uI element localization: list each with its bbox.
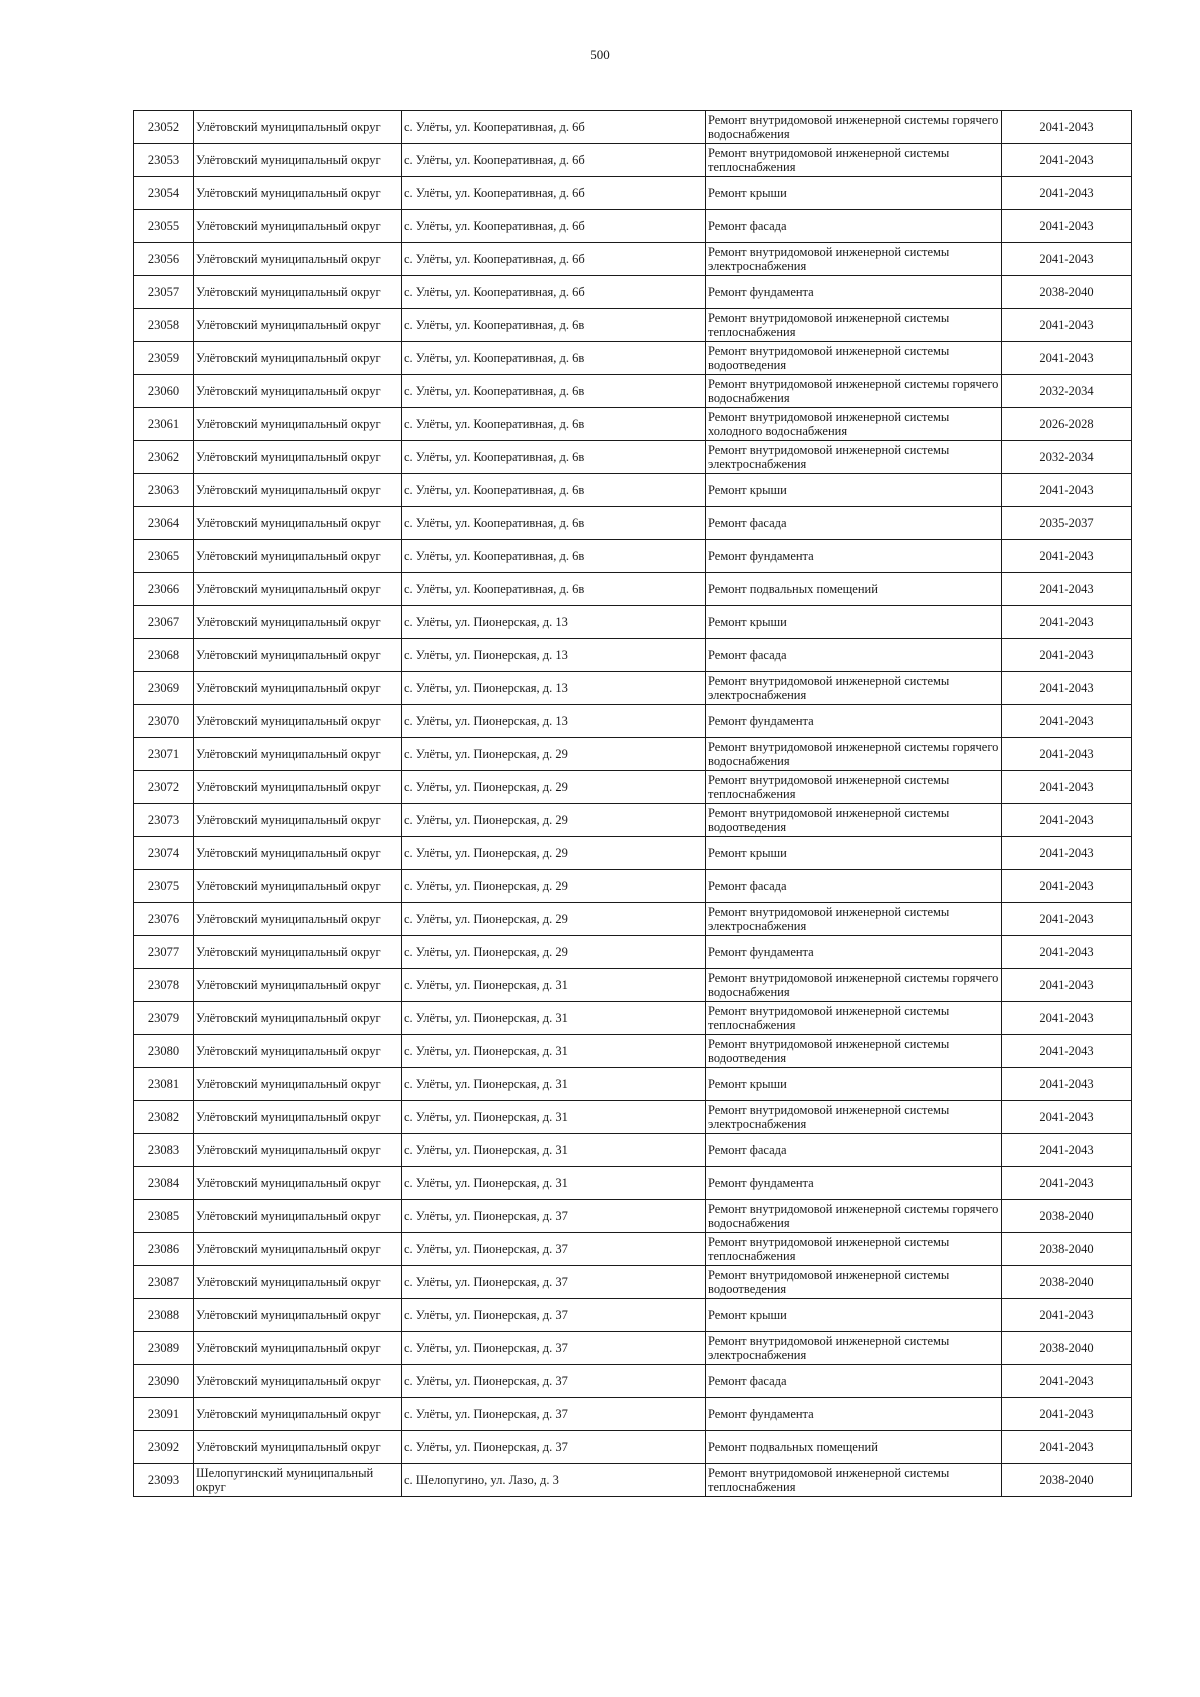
table-row [134,738,1132,771]
address-cell: с. Улёты, ул. Кооперативная, д. 6в [402,474,706,507]
table-row [134,540,1132,573]
address-cell: с. Улёты, ул. Пионерская, д. 13 [402,606,706,639]
address-cell: с. Улёты, ул. Пионерская, д. 37 [402,1365,706,1398]
row-number-cell: 23070 [134,705,194,738]
table-row [134,705,1132,738]
district-cell: Улётовский муниципальный округ [194,738,402,771]
work-type-cell: Ремонт внутридомовой инженерной системы водоотведения [706,342,1002,375]
work-type-cell: Ремонт крыши [706,606,1002,639]
work-type-cell: Ремонт внутридомовой инженерной системы водоотведения [706,804,1002,837]
table-row [134,507,1132,540]
district-cell: Улётовский муниципальный округ [194,210,402,243]
table-row [134,441,1132,474]
period-cell: 2041-2043 [1002,936,1132,969]
address-cell: с. Шелопугино, ул. Лазо, д. 3 [402,1464,706,1497]
period-cell: 2041-2043 [1002,672,1132,705]
table-row [134,870,1132,903]
row-number-cell: 23073 [134,804,194,837]
address-cell: с. Улёты, ул. Кооперативная, д. 6в [402,408,706,441]
row-number-cell: 23074 [134,837,194,870]
table-row [134,1464,1132,1497]
table-row [134,1431,1132,1464]
work-type-cell: Ремонт внутридомовой инженерной системы электроснабжения [706,441,1002,474]
row-number-cell: 23092 [134,1431,194,1464]
address-cell: с. Улёты, ул. Кооперативная, д. 6в [402,375,706,408]
period-cell: 2032-2034 [1002,375,1132,408]
address-cell: с. Улёты, ул. Пионерская, д. 29 [402,804,706,837]
address-cell: с. Улёты, ул. Кооперативная, д. 6в [402,507,706,540]
table-row [134,1035,1132,1068]
row-number-cell: 23080 [134,1035,194,1068]
period-cell: 2041-2043 [1002,639,1132,672]
district-cell: Улётовский муниципальный округ [194,309,402,342]
address-cell: с. Улёты, ул. Пионерская, д. 29 [402,771,706,804]
address-cell: с. Улёты, ул. Кооперативная, д. 6в [402,540,706,573]
period-cell: 2041-2043 [1002,243,1132,276]
district-cell: Улётовский муниципальный округ [194,375,402,408]
row-number-cell: 23077 [134,936,194,969]
table-row [134,408,1132,441]
period-cell: 2041-2043 [1002,1431,1132,1464]
period-cell: 2038-2040 [1002,1200,1132,1233]
address-cell: с. Улёты, ул. Кооперативная, д. 6б [402,243,706,276]
table-row [134,1200,1132,1233]
district-cell: Улётовский муниципальный округ [194,1365,402,1398]
table-row [134,969,1132,1002]
work-type-cell: Ремонт внутридомовой инженерной системы теплоснабжения [706,1233,1002,1266]
district-cell: Улётовский муниципальный округ [194,1002,402,1035]
period-cell: 2041-2043 [1002,969,1132,1002]
row-number-cell: 23057 [134,276,194,309]
address-cell: с. Улёты, ул. Пионерская, д. 37 [402,1200,706,1233]
work-type-cell: Ремонт фундамента [706,276,1002,309]
work-type-cell: Ремонт внутридомовой инженерной системы теплоснабжения [706,1002,1002,1035]
table-row [134,276,1132,309]
row-number-cell: 23072 [134,771,194,804]
period-cell: 2041-2043 [1002,1035,1132,1068]
table-row [134,1101,1132,1134]
work-type-cell: Ремонт фундамента [706,1167,1002,1200]
district-cell: Улётовский муниципальный округ [194,1332,402,1365]
district-cell: Улётовский муниципальный округ [194,1299,402,1332]
row-number-cell: 23061 [134,408,194,441]
work-type-cell: Ремонт внутридомовой инженерной системы водоотведения [706,1035,1002,1068]
work-type-cell: Ремонт фасада [706,1134,1002,1167]
work-type-cell: Ремонт внутридомовой инженерной системы горячего водоснабжения [706,738,1002,771]
row-number-cell: 23062 [134,441,194,474]
district-cell: Улётовский муниципальный округ [194,672,402,705]
district-cell: Улётовский муниципальный округ [194,837,402,870]
period-cell: 2041-2043 [1002,903,1132,936]
address-cell: с. Улёты, ул. Пионерская, д. 37 [402,1398,706,1431]
row-number-cell: 23075 [134,870,194,903]
address-cell: с. Улёты, ул. Пионерская, д. 37 [402,1332,706,1365]
period-cell: 2035-2037 [1002,507,1132,540]
work-type-cell: Ремонт фасада [706,210,1002,243]
district-cell: Шелопугинский муниципальный округ [194,1464,402,1497]
table-row [134,639,1132,672]
address-cell: с. Улёты, ул. Пионерская, д. 31 [402,1002,706,1035]
district-cell: Улётовский муниципальный округ [194,1233,402,1266]
address-cell: с. Улёты, ул. Пионерская, д. 37 [402,1233,706,1266]
row-number-cell: 23058 [134,309,194,342]
row-number-cell: 23052 [134,111,194,144]
table-row [134,474,1132,507]
row-number-cell: 23082 [134,1101,194,1134]
row-number-cell: 23063 [134,474,194,507]
address-cell: с. Улёты, ул. Пионерская, д. 29 [402,837,706,870]
period-cell: 2041-2043 [1002,111,1132,144]
row-number-cell: 23076 [134,903,194,936]
table-row [134,1167,1132,1200]
work-type-cell: Ремонт фундамента [706,1398,1002,1431]
address-cell: с. Улёты, ул. Пионерская, д. 13 [402,639,706,672]
period-cell: 2041-2043 [1002,606,1132,639]
row-number-cell: 23064 [134,507,194,540]
period-cell: 2041-2043 [1002,1398,1132,1431]
district-cell: Улётовский муниципальный округ [194,870,402,903]
table-row [134,1365,1132,1398]
row-number-cell: 23054 [134,177,194,210]
table-row [134,210,1132,243]
table-row [134,342,1132,375]
row-number-cell: 23090 [134,1365,194,1398]
work-type-cell: Ремонт фундамента [706,936,1002,969]
row-number-cell: 23088 [134,1299,194,1332]
row-number-cell: 23067 [134,606,194,639]
period-cell: 2038-2040 [1002,1233,1132,1266]
address-cell: с. Улёты, ул. Пионерская, д. 29 [402,738,706,771]
work-type-cell: Ремонт фундамента [706,705,1002,738]
address-cell: с. Улёты, ул. Пионерская, д. 31 [402,1068,706,1101]
table-row [134,375,1132,408]
period-cell: 2026-2028 [1002,408,1132,441]
work-type-cell: Ремонт фундамента [706,540,1002,573]
address-cell: с. Улёты, ул. Пионерская, д. 31 [402,1134,706,1167]
work-type-cell: Ремонт крыши [706,1068,1002,1101]
work-type-cell: Ремонт фасада [706,870,1002,903]
period-cell: 2041-2043 [1002,771,1132,804]
address-cell: с. Улёты, ул. Кооперативная, д. 6в [402,309,706,342]
district-cell: Улётовский муниципальный округ [194,144,402,177]
district-cell: Улётовский муниципальный округ [194,1068,402,1101]
period-cell: 2041-2043 [1002,540,1132,573]
address-cell: с. Улёты, ул. Кооперативная, д. 6в [402,573,706,606]
work-type-cell: Ремонт фасада [706,639,1002,672]
table-row [134,1233,1132,1266]
table-row [134,837,1132,870]
period-cell: 2032-2034 [1002,441,1132,474]
table-row [134,1332,1132,1365]
row-number-cell: 23081 [134,1068,194,1101]
district-cell: Улётовский муниципальный округ [194,111,402,144]
address-cell: с. Улёты, ул. Кооперативная, д. 6б [402,177,706,210]
district-cell: Улётовский муниципальный округ [194,474,402,507]
table-row [134,672,1132,705]
work-type-cell: Ремонт внутридомовой инженерной системы электроснабжения [706,903,1002,936]
work-type-cell: Ремонт внутридомовой инженерной системы горячего водоснабжения [706,111,1002,144]
address-cell: с. Улёты, ул. Кооперативная, д. 6в [402,441,706,474]
work-type-cell: Ремонт внутридомовой инженерной системы горячего водоснабжения [706,1200,1002,1233]
work-type-cell: Ремонт крыши [706,1299,1002,1332]
row-number-cell: 23087 [134,1266,194,1299]
address-cell: с. Улёты, ул. Пионерская, д. 29 [402,936,706,969]
work-type-cell: Ремонт внутридомовой инженерной системы теплоснабжения [706,771,1002,804]
period-cell: 2041-2043 [1002,837,1132,870]
period-cell: 2038-2040 [1002,1464,1132,1497]
address-cell: с. Улёты, ул. Кооперативная, д. 6б [402,144,706,177]
district-cell: Улётовский муниципальный округ [194,1398,402,1431]
row-number-cell: 23091 [134,1398,194,1431]
district-cell: Улётовский муниципальный округ [194,969,402,1002]
work-type-cell: Ремонт внутридомовой инженерной системы электроснабжения [706,1101,1002,1134]
row-number-cell: 23071 [134,738,194,771]
table-row [134,606,1132,639]
row-number-cell: 23059 [134,342,194,375]
period-cell: 2041-2043 [1002,309,1132,342]
period-cell: 2041-2043 [1002,870,1132,903]
district-cell: Улётовский муниципальный округ [194,1266,402,1299]
table-row [134,936,1132,969]
district-cell: Улётовский муниципальный округ [194,771,402,804]
district-cell: Улётовский муниципальный округ [194,177,402,210]
address-cell: с. Улёты, ул. Кооперативная, д. 6в [402,342,706,375]
address-cell: с. Улёты, ул. Пионерская, д. 31 [402,1035,706,1068]
table-row [134,1266,1132,1299]
district-cell: Улётовский муниципальный округ [194,441,402,474]
address-cell: с. Улёты, ул. Пионерская, д. 37 [402,1299,706,1332]
district-cell: Улётовский муниципальный округ [194,408,402,441]
district-cell: Улётовский муниципальный округ [194,276,402,309]
period-cell: 2041-2043 [1002,573,1132,606]
address-cell: с. Улёты, ул. Пионерская, д. 31 [402,969,706,1002]
address-cell: с. Улёты, ул. Кооперативная, д. 6б [402,111,706,144]
district-cell: Улётовский муниципальный округ [194,573,402,606]
address-cell: с. Улёты, ул. Пионерская, д. 13 [402,672,706,705]
district-cell: Улётовский муниципальный округ [194,1167,402,1200]
work-type-cell: Ремонт внутридомовой инженерной системы электроснабжения [706,243,1002,276]
district-cell: Улётовский муниципальный округ [194,243,402,276]
table-row [134,177,1132,210]
row-number-cell: 23083 [134,1134,194,1167]
district-cell: Улётовский муниципальный округ [194,1431,402,1464]
address-cell: с. Улёты, ул. Кооперативная, д. 6б [402,276,706,309]
work-type-cell: Ремонт внутридомовой инженерной системы холодного водоснабжения [706,408,1002,441]
address-cell: с. Улёты, ул. Пионерская, д. 29 [402,870,706,903]
work-type-cell: Ремонт внутридомовой инженерной системы электроснабжения [706,1332,1002,1365]
period-cell: 2041-2043 [1002,1134,1132,1167]
period-cell: 2038-2040 [1002,1266,1132,1299]
address-cell: с. Улёты, ул. Пионерская, д. 31 [402,1167,706,1200]
period-cell: 2041-2043 [1002,210,1132,243]
table-row [134,309,1132,342]
district-cell: Улётовский муниципальный округ [194,705,402,738]
row-number-cell: 23068 [134,639,194,672]
row-number-cell: 23085 [134,1200,194,1233]
period-cell: 2041-2043 [1002,474,1132,507]
period-cell: 2041-2043 [1002,1299,1132,1332]
work-type-cell: Ремонт внутридомовой инженерной системы горячего водоснабжения [706,375,1002,408]
row-number-cell: 23055 [134,210,194,243]
work-type-cell: Ремонт крыши [706,474,1002,507]
district-cell: Улётовский муниципальный округ [194,342,402,375]
row-number-cell: 23065 [134,540,194,573]
period-cell: 2041-2043 [1002,1002,1132,1035]
table-row [134,243,1132,276]
district-cell: Улётовский муниципальный округ [194,804,402,837]
work-type-cell: Ремонт фасада [706,1365,1002,1398]
period-cell: 2041-2043 [1002,804,1132,837]
district-cell: Улётовский муниципальный округ [194,540,402,573]
district-cell: Улётовский муниципальный округ [194,903,402,936]
table-body [134,111,1132,1497]
work-type-cell: Ремонт внутридомовой инженерной системы теплоснабжения [706,309,1002,342]
work-type-cell: Ремонт внутридомовой инженерной системы горячего водоснабжения [706,969,1002,1002]
row-number-cell: 23079 [134,1002,194,1035]
period-cell: 2041-2043 [1002,1101,1132,1134]
address-cell: с. Улёты, ул. Пионерская, д. 29 [402,903,706,936]
row-number-cell: 23056 [134,243,194,276]
work-type-cell: Ремонт фасада [706,507,1002,540]
table-row [134,804,1132,837]
work-type-cell: Ремонт внутридомовой инженерной системы водоотведения [706,1266,1002,1299]
page-number: 500 [590,47,610,62]
period-cell: 2038-2040 [1002,276,1132,309]
address-cell: с. Улёты, ул. Пионерская, д. 37 [402,1266,706,1299]
row-number-cell: 23053 [134,144,194,177]
period-cell: 2041-2043 [1002,1365,1132,1398]
row-number-cell: 23078 [134,969,194,1002]
period-cell: 2041-2043 [1002,705,1132,738]
repair-schedule-table [133,110,1132,1497]
district-cell: Улётовский муниципальный округ [194,936,402,969]
address-cell: с. Улёты, ул. Пионерская, д. 31 [402,1101,706,1134]
table-row [134,1134,1132,1167]
table-row [134,903,1132,936]
district-cell: Улётовский муниципальный округ [194,639,402,672]
work-type-cell: Ремонт внутридомовой инженерной системы теплоснабжения [706,1464,1002,1497]
row-number-cell: 23086 [134,1233,194,1266]
period-cell: 2041-2043 [1002,144,1132,177]
district-cell: Улётовский муниципальный округ [194,1200,402,1233]
period-cell: 2041-2043 [1002,1167,1132,1200]
period-cell: 2041-2043 [1002,738,1132,771]
row-number-cell: 23066 [134,573,194,606]
table-row [134,1398,1132,1431]
work-type-cell: Ремонт внутридомовой инженерной системы электроснабжения [706,672,1002,705]
table-row [134,573,1132,606]
row-number-cell: 23093 [134,1464,194,1497]
work-type-cell: Ремонт крыши [706,837,1002,870]
table-row [134,1068,1132,1101]
period-cell: 2038-2040 [1002,1332,1132,1365]
work-type-cell: Ремонт крыши [706,177,1002,210]
period-cell: 2041-2043 [1002,342,1132,375]
district-cell: Улётовский муниципальный округ [194,1134,402,1167]
district-cell: Улётовский муниципальный округ [194,1101,402,1134]
row-number-cell: 23069 [134,672,194,705]
address-cell: с. Улёты, ул. Кооперативная, д. 6б [402,210,706,243]
district-cell: Улётовский муниципальный округ [194,606,402,639]
district-cell: Улётовский муниципальный округ [194,1035,402,1068]
row-number-cell: 23060 [134,375,194,408]
address-cell: с. Улёты, ул. Пионерская, д. 37 [402,1431,706,1464]
work-type-cell: Ремонт подвальных помещений [706,573,1002,606]
table-row [134,144,1132,177]
row-number-cell: 23089 [134,1332,194,1365]
row-number-cell: 23084 [134,1167,194,1200]
table-row [134,111,1132,144]
table-row [134,771,1132,804]
table-row [134,1299,1132,1332]
period-cell: 2041-2043 [1002,1068,1132,1101]
work-type-cell: Ремонт подвальных помещений [706,1431,1002,1464]
table-row [134,1002,1132,1035]
address-cell: с. Улёты, ул. Пионерская, д. 13 [402,705,706,738]
work-type-cell: Ремонт внутридомовой инженерной системы теплоснабжения [706,144,1002,177]
period-cell: 2041-2043 [1002,177,1132,210]
district-cell: Улётовский муниципальный округ [194,507,402,540]
